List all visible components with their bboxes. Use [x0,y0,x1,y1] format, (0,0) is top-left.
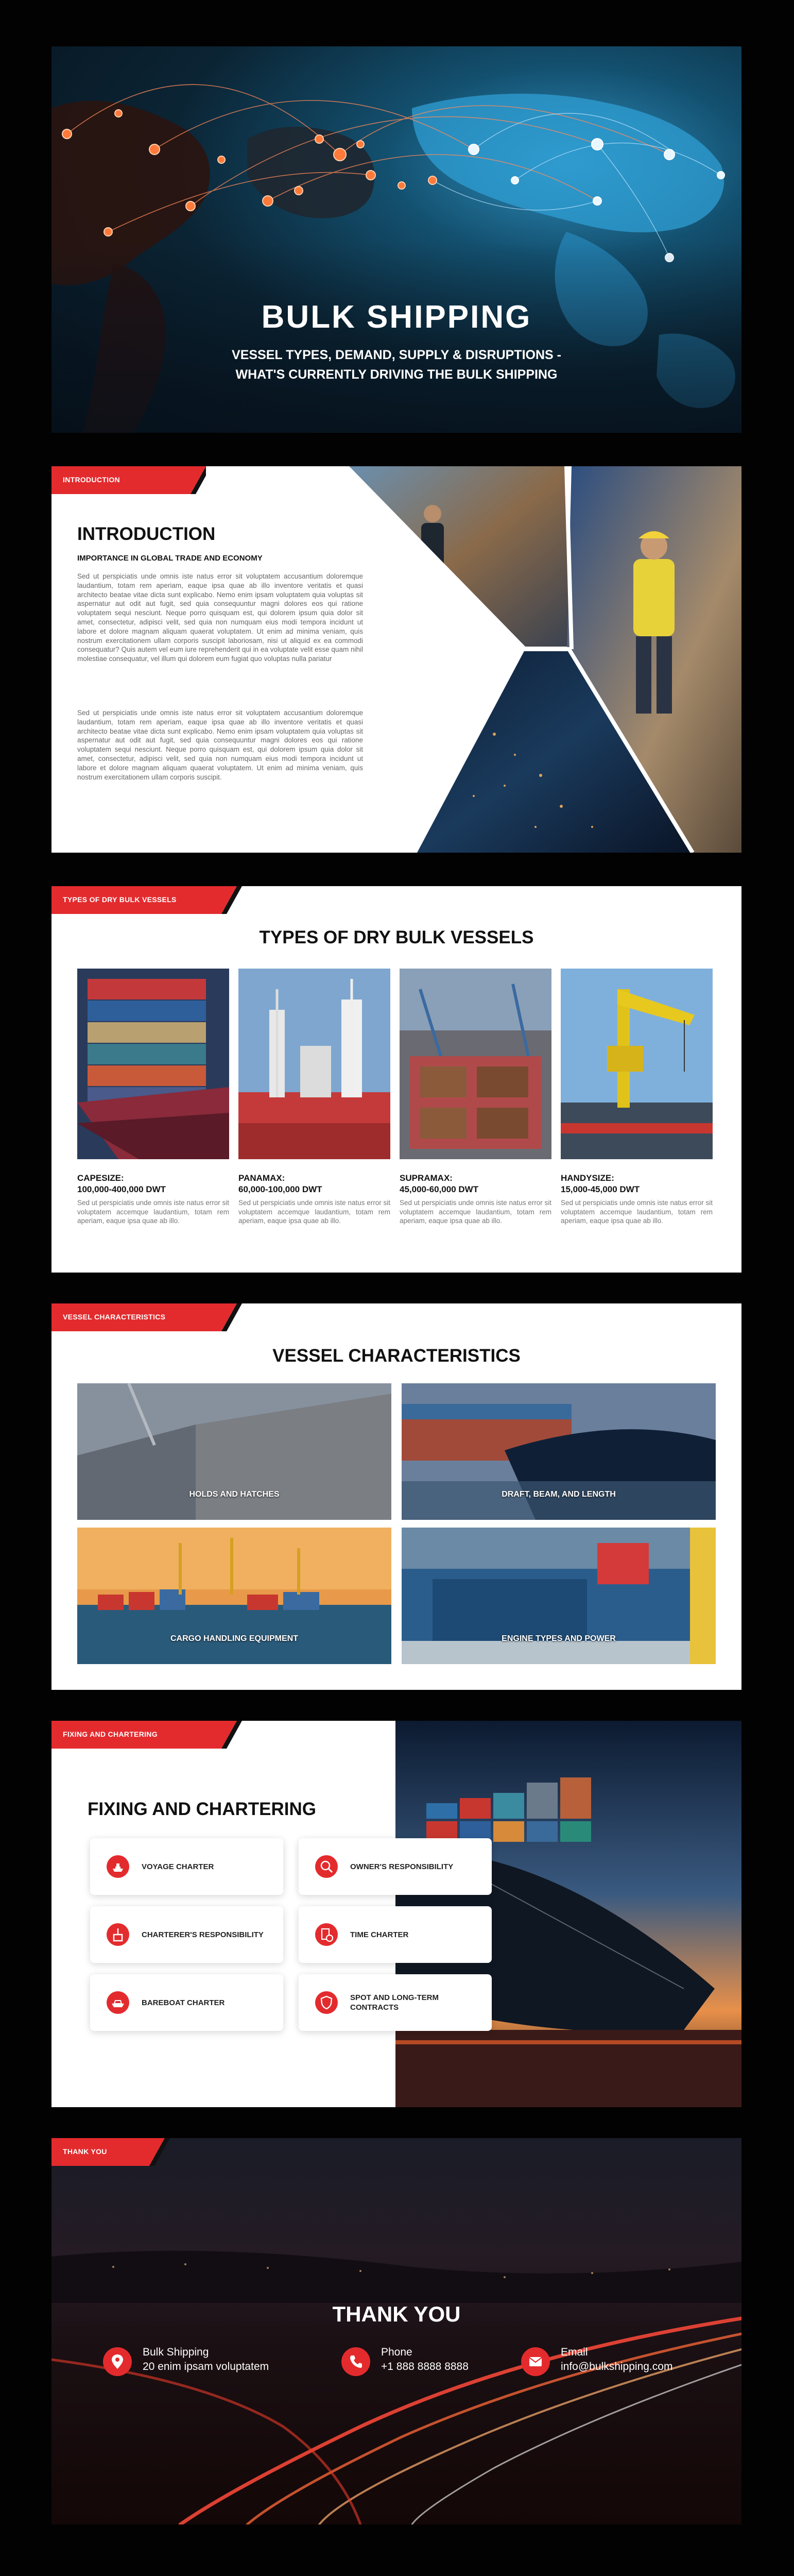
section-tag-label: FIXING AND CHARTERING [63,1730,158,1738]
vessel-capacity: 60,000-100,000 DWT [238,1184,322,1194]
characteristic-label: HOLDS AND HATCHES [189,1490,280,1499]
charter-item-label: BAREBOAT CHARTER [142,1998,225,2007]
introduction-subtitle: IMPORTANCE IN GLOBAL TRADE AND ECONOMY [77,554,263,563]
section-tag-label: INTRODUCTION [63,476,120,484]
section-tag [51,2138,247,2166]
vessel-card-supramax [400,969,551,1226]
vessel-description: Sed ut perspiciatis unde omnis iste natus error sit voluptatem accemque laudantium, totam rem aperiam, eaque ipsa quae ab illo. [400,1199,551,1225]
vessel-photo [77,969,229,1159]
phone-icon [341,2347,370,2376]
charter-item-label: TIME CHARTER [350,1930,409,1939]
vessel-description: Sed ut perspiciatis unde omnis iste natus error sit voluptatem accemque laudantium, totam rem aperiam, eaque ipsa quae ab illo. [77,1199,229,1225]
contact-value: +1 888 8888 8888 [381,2361,469,2372]
charter-item-label: SPOT AND LONG-TERM CONTRACTS [350,1993,439,2012]
vessel-characteristics-slide [51,1303,741,1690]
charter-item-time-charter [299,1906,492,1963]
vessel-capacity: 100,000-400,000 DWT [77,1184,166,1194]
location-pin-icon [103,2347,132,2376]
section-tag-label: THANK YOU [63,2147,107,2156]
introduction-slide [51,466,741,853]
cargo-hook-icon [107,1923,129,1946]
vessel-name: HANDYSIZE: [561,1173,614,1183]
night-highway-photo [51,2138,741,2524]
charter-item-label: VOYAGE CHARTER [142,1862,214,1871]
ship-icon [107,1855,129,1878]
thank-you-title: THANK YOU [332,2302,461,2326]
contact-value: 20 enim ipsam voluptatem [143,2361,269,2372]
introduction-paragraph: Sed ut perspiciatis unde omnis iste natus error sit voluptatem accusantium doloremque laudantium, totam rem aperiam, eaque ipsa quae ab illo inventore veritatis et quasi architecto beatae vitae dicta sunt explicabo. Nemo enim ipsam voluptatem quia voluptas sit aspernatur aut odit aut fugit, sed quia consequuntur magni dolores eos qui ratione voluptatem sequi nesciunt. Neque porro quisquam est, qui dolorem ipsum quia dolor sit amet, consectetur, adipisci velit, sed quia non numquam eius modi tempora incidunt ut labore et dolore magnam aliquam quaerat voluptatem. Ut enim ad minima veniam, quis nostrum exercitationem ullam corporis suscipit. [77,709,363,781]
charter-item-label: OWNER'S RESPONSIBILITY [350,1862,454,1871]
section-tag-label: TYPES OF DRY BULK VESSELS [63,895,177,904]
vessel-capacity: 45,000-60,000 DWT [400,1184,479,1194]
vessel-description: Sed ut perspiciatis unde omnis iste natus error sit voluptatem accemque laudantium, totam rem aperiam, eaque ipsa quae ab illo. [561,1199,713,1225]
boat-icon [107,1991,129,2014]
characteristics-title: VESSEL CHARACTERISTICS [272,1346,521,1366]
charter-item-spot-long-term [299,1974,492,2031]
vessel-card-capesize [77,969,229,1226]
chartering-title: FIXING AND CHARTERING [88,1799,316,1819]
characteristic-label: DRAFT, BEAM, AND LENGTH [502,1490,616,1499]
vessel-types-slide [51,886,741,1273]
vessel-photo [561,969,713,1159]
vessel-card-handysize [561,969,713,1226]
charter-item-voyage [90,1838,283,1895]
section-tag [51,1303,247,1331]
vessel-description: Sed ut perspiciatis unde omnis iste natus error sit voluptatem accemque laudantium, totam rem aperiam, eaque ipsa quae ab illo. [238,1199,390,1225]
ship-search-icon [315,1855,338,1878]
characteristic-tile-dimensions [402,1383,716,1520]
section-tag [51,1721,247,1749]
introduction-paragraph: Sed ut perspiciatis unde omnis iste natus error sit voluptatem accusantium doloremque laudantium, totam rem aperiam, eaque ipsa quae ab illo inventore veritatis et quasi architecto beatae vitae dicta sunt explicabo. Nemo enim ipsam voluptatem quia voluptas sit aspernatur aut odit aut fugit, sed quia consequuntur magni dolores eos qui ratione voluptatem sequi nesciunt. Neque porro quisquam est, qui dolorem ipsum quia dolor sit amet, consectetur, adipisci velit, sed quia non numquam eius modi tempora incidunt ut labore et dolore magnam aliquam quaerat voluptatem. Ut enim ad minima veniam, quis nostrum exercitationem ullam corporis suscipit laboriosam, nisi ut aliquid ex ea commodi consequatur? Quis autem vel eum iure reprehenderit qui in ea voluptate velit esse quam nihil molestiae consequatur, vel illum qui dolorem eum fugiat quo voluptas nulla pariatur [77,572,363,663]
contact-label: Email [561,2346,588,2358]
vessel-name: CAPESIZE: [77,1173,124,1183]
thank-you-slide [51,2138,741,2524]
vessel-types-title: TYPES OF DRY BULK VESSELS [259,927,534,947]
vessel-photo [238,969,390,1159]
vessel-card-panamax [238,969,390,1226]
vessel-name: PANAMAX: [238,1173,285,1183]
section-tag-label: VESSEL CHARACTERISTICS [63,1313,166,1321]
document-clock-icon [315,1923,338,1946]
charter-item-owners-responsibility [299,1838,492,1895]
contact-value: info@bulkshipping.com [561,2361,673,2372]
vessel-name: SUPRAMAX: [400,1173,453,1183]
section-tag [51,886,247,914]
vessel-photo [400,969,551,1159]
cover-subtitle: VESSEL TYPES, DEMAND, SUPPLY & DISRUPTIONS - WHAT'S CURRENTLY DRIVING THE BULK SHIPPING [232,348,561,382]
characteristic-tile-holds [77,1383,391,1520]
characteristic-tile-engine [402,1528,716,1664]
section-tag [51,466,247,494]
characteristic-tile-cargo-equipment [77,1528,391,1664]
introduction-title: INTRODUCTION [77,524,216,544]
cover-slide [51,46,741,433]
fixing-chartering-slide [51,1721,741,2107]
contact-label: Bulk Shipping [143,2346,209,2358]
charter-item-label: CHARTERER'S RESPONSIBILITY [142,1930,264,1939]
characteristic-label: ENGINE TYPES AND POWER [502,1634,616,1643]
charter-item-bareboat [90,1974,283,2031]
envelope-icon [521,2347,550,2376]
cover-title: BULK SHIPPING [261,299,532,335]
characteristic-label: CARGO HANDLING EQUIPMENT [170,1634,298,1643]
vessel-capacity: 15,000-45,000 DWT [561,1184,640,1194]
contract-shield-icon [315,1991,338,2014]
contact-label: Phone [381,2346,412,2358]
charter-item-charterers-responsibility [90,1906,283,1963]
